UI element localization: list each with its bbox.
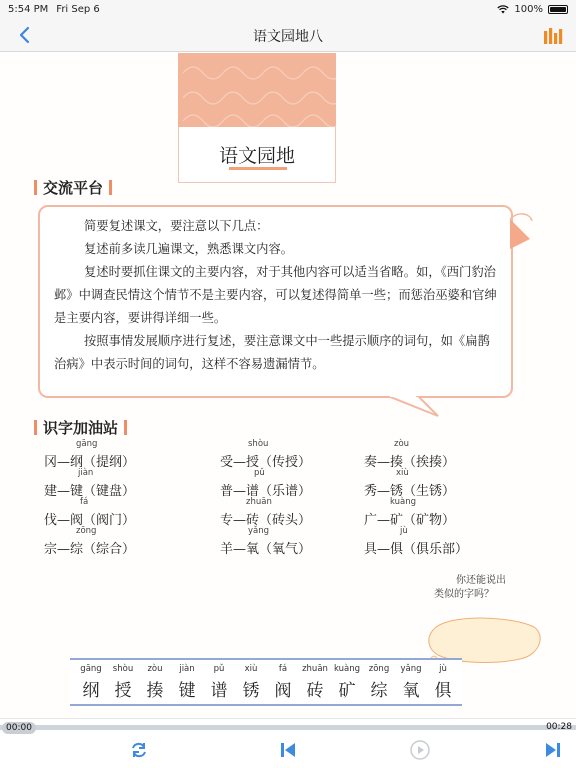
page-header-title: 语文园地 — [218, 145, 295, 167]
status-time: 5:54 PM — [8, 3, 49, 15]
paragraph: 复述前多读几遍课文，熟悉课文内容。 — [84, 242, 294, 256]
header-underline — [229, 167, 287, 170]
char-pair: 专—砖（砖头） — [220, 513, 312, 528]
section-bar-right — [124, 420, 127, 435]
reading-item — [140, 664, 170, 701]
pinyin: gāng — [80, 664, 102, 674]
thought-bubble-text — [434, 574, 506, 602]
elapsed-time: 00:00 — [2, 722, 36, 734]
pinyin: jù — [439, 664, 447, 674]
pinyin: yǎng — [400, 664, 422, 674]
char-item — [220, 526, 312, 557]
battery-percent: 100% — [514, 3, 543, 15]
reading-item — [428, 664, 458, 701]
pinyin: zòu — [147, 664, 163, 674]
skip-forward-icon[interactable] — [542, 739, 564, 761]
char-pair: 受—授（传授） — [220, 455, 312, 470]
pinyin: shòu — [248, 439, 269, 449]
reading-item — [364, 664, 394, 701]
pinyin: jiàn — [78, 468, 94, 478]
reading-item — [108, 664, 138, 701]
char-item — [364, 439, 456, 470]
character: 授 — [114, 681, 132, 701]
character: 氧 — [402, 681, 420, 701]
thought-line: 类似的字吗？ — [434, 589, 494, 600]
section-bar-left — [34, 180, 37, 195]
char-item — [364, 526, 469, 557]
triangle-tag-decoration — [504, 209, 534, 253]
pinyin: gāng — [76, 439, 98, 449]
pinyin: yǎng — [248, 526, 270, 536]
char-pair: 建—键（键盘） — [44, 484, 136, 499]
textbook-page — [0, 53, 576, 718]
list-bars-icon[interactable] — [542, 24, 564, 46]
character: 揍 — [146, 681, 164, 701]
character: 纲 — [82, 681, 100, 701]
reading-item — [268, 664, 298, 701]
pinyin: kuàng — [333, 664, 361, 674]
pinyin: zōng — [76, 526, 97, 536]
character: 综 — [370, 681, 388, 701]
character: 谱 — [210, 681, 228, 701]
nav-bar — [0, 18, 576, 52]
pinyin: zòu — [394, 439, 410, 449]
section-title-text: 识字加油站 — [43, 419, 119, 437]
pinyin: zōng — [368, 664, 390, 674]
char-item — [44, 526, 136, 557]
nav-title: 语文园地八 — [253, 29, 323, 45]
character: 锈 — [242, 681, 260, 701]
reading-item — [172, 664, 202, 701]
pinyin: jù — [400, 526, 408, 536]
play-icon[interactable] — [409, 739, 431, 761]
pinyin: kuàng — [390, 497, 417, 507]
reading-item — [332, 664, 362, 701]
pinyin: fá — [278, 664, 288, 674]
audio-player — [0, 718, 576, 768]
reading-strip — [70, 658, 462, 706]
char-pair: 具—俱（俱乐部） — [364, 542, 469, 557]
speech-bubble — [38, 205, 513, 398]
reading-item — [396, 664, 426, 701]
paragraph: 按照事情发展顺序进行复述，要注意课文中一些提示顺序的词句，如《扁鹊治病》中表示时间的词句，这样不容易遗漏情节。 — [54, 334, 490, 371]
status-bar — [0, 0, 576, 18]
pattern-decoration — [178, 53, 336, 127]
char-pair: 冈—纲（提纲） — [44, 455, 136, 470]
pinyin: zhuān — [246, 497, 272, 507]
reading-item — [300, 664, 330, 701]
char-item — [364, 497, 456, 528]
section-title-text: 交流平台 — [43, 179, 104, 197]
character: 键 — [178, 681, 196, 701]
total-duration: 00:28 — [546, 722, 572, 732]
pinyin: jiàn — [179, 664, 195, 674]
pinyin: zhuān — [302, 664, 328, 674]
character: 矿 — [338, 681, 356, 701]
status-date: Fri Sep 6 — [56, 3, 100, 15]
section-title-communication — [34, 177, 112, 198]
thought-line: 你还能说出 — [456, 575, 506, 586]
char-pair: 羊—氧（氧气） — [220, 542, 312, 557]
paragraph: 复述时要抓住课文的主要内容，对于其他内容可以适当省略。如，《西门豹治邺》中调查民情这个情节不是主要内容，可以复述得简单一些；而惩治巫婆和官绅是主要内容，要讲得详细一些。 — [54, 265, 497, 325]
section-title-literacy — [34, 417, 127, 438]
character: 砖 — [306, 681, 324, 701]
pinyin: shòu — [112, 664, 134, 674]
pinyin: xiù — [396, 468, 409, 478]
thought-bubble — [424, 619, 542, 663]
skip-back-icon[interactable] — [277, 739, 299, 761]
char-pair: 宗—综（综合） — [44, 542, 136, 557]
pinyin: pǔ — [213, 664, 225, 674]
progress-slider[interactable] — [0, 725, 576, 730]
pinyin: xiù — [244, 664, 258, 674]
char-item — [220, 439, 312, 470]
char-pair: 秀—锈（生锈） — [364, 484, 456, 499]
reading-item — [204, 664, 234, 701]
char-pair: 奏—揍（挨揍） — [364, 455, 456, 470]
character: 俱 — [434, 681, 452, 701]
pinyin: fá — [80, 497, 89, 507]
bubble-tail — [388, 396, 448, 418]
communication-text — [54, 215, 502, 376]
reading-item — [76, 664, 106, 701]
char-item — [44, 468, 136, 499]
char-pair: 普—谱（乐谱） — [220, 484, 312, 499]
char-pair: 广—矿（矿物） — [364, 513, 456, 528]
character: 阀 — [274, 681, 292, 701]
reading-item — [236, 664, 266, 701]
section-bar-right — [109, 180, 112, 195]
battery-icon — [548, 5, 568, 14]
pinyin: pǔ — [254, 468, 265, 478]
header-box — [178, 127, 336, 183]
header-banner — [178, 53, 336, 127]
repeat-icon[interactable] — [128, 739, 150, 761]
section-bar-left — [34, 420, 37, 435]
paragraph: 简要复述课文，要注意以下几点： — [84, 219, 269, 233]
char-pair: 伐—阀（阀门） — [44, 513, 136, 528]
wifi-icon — [497, 5, 509, 14]
